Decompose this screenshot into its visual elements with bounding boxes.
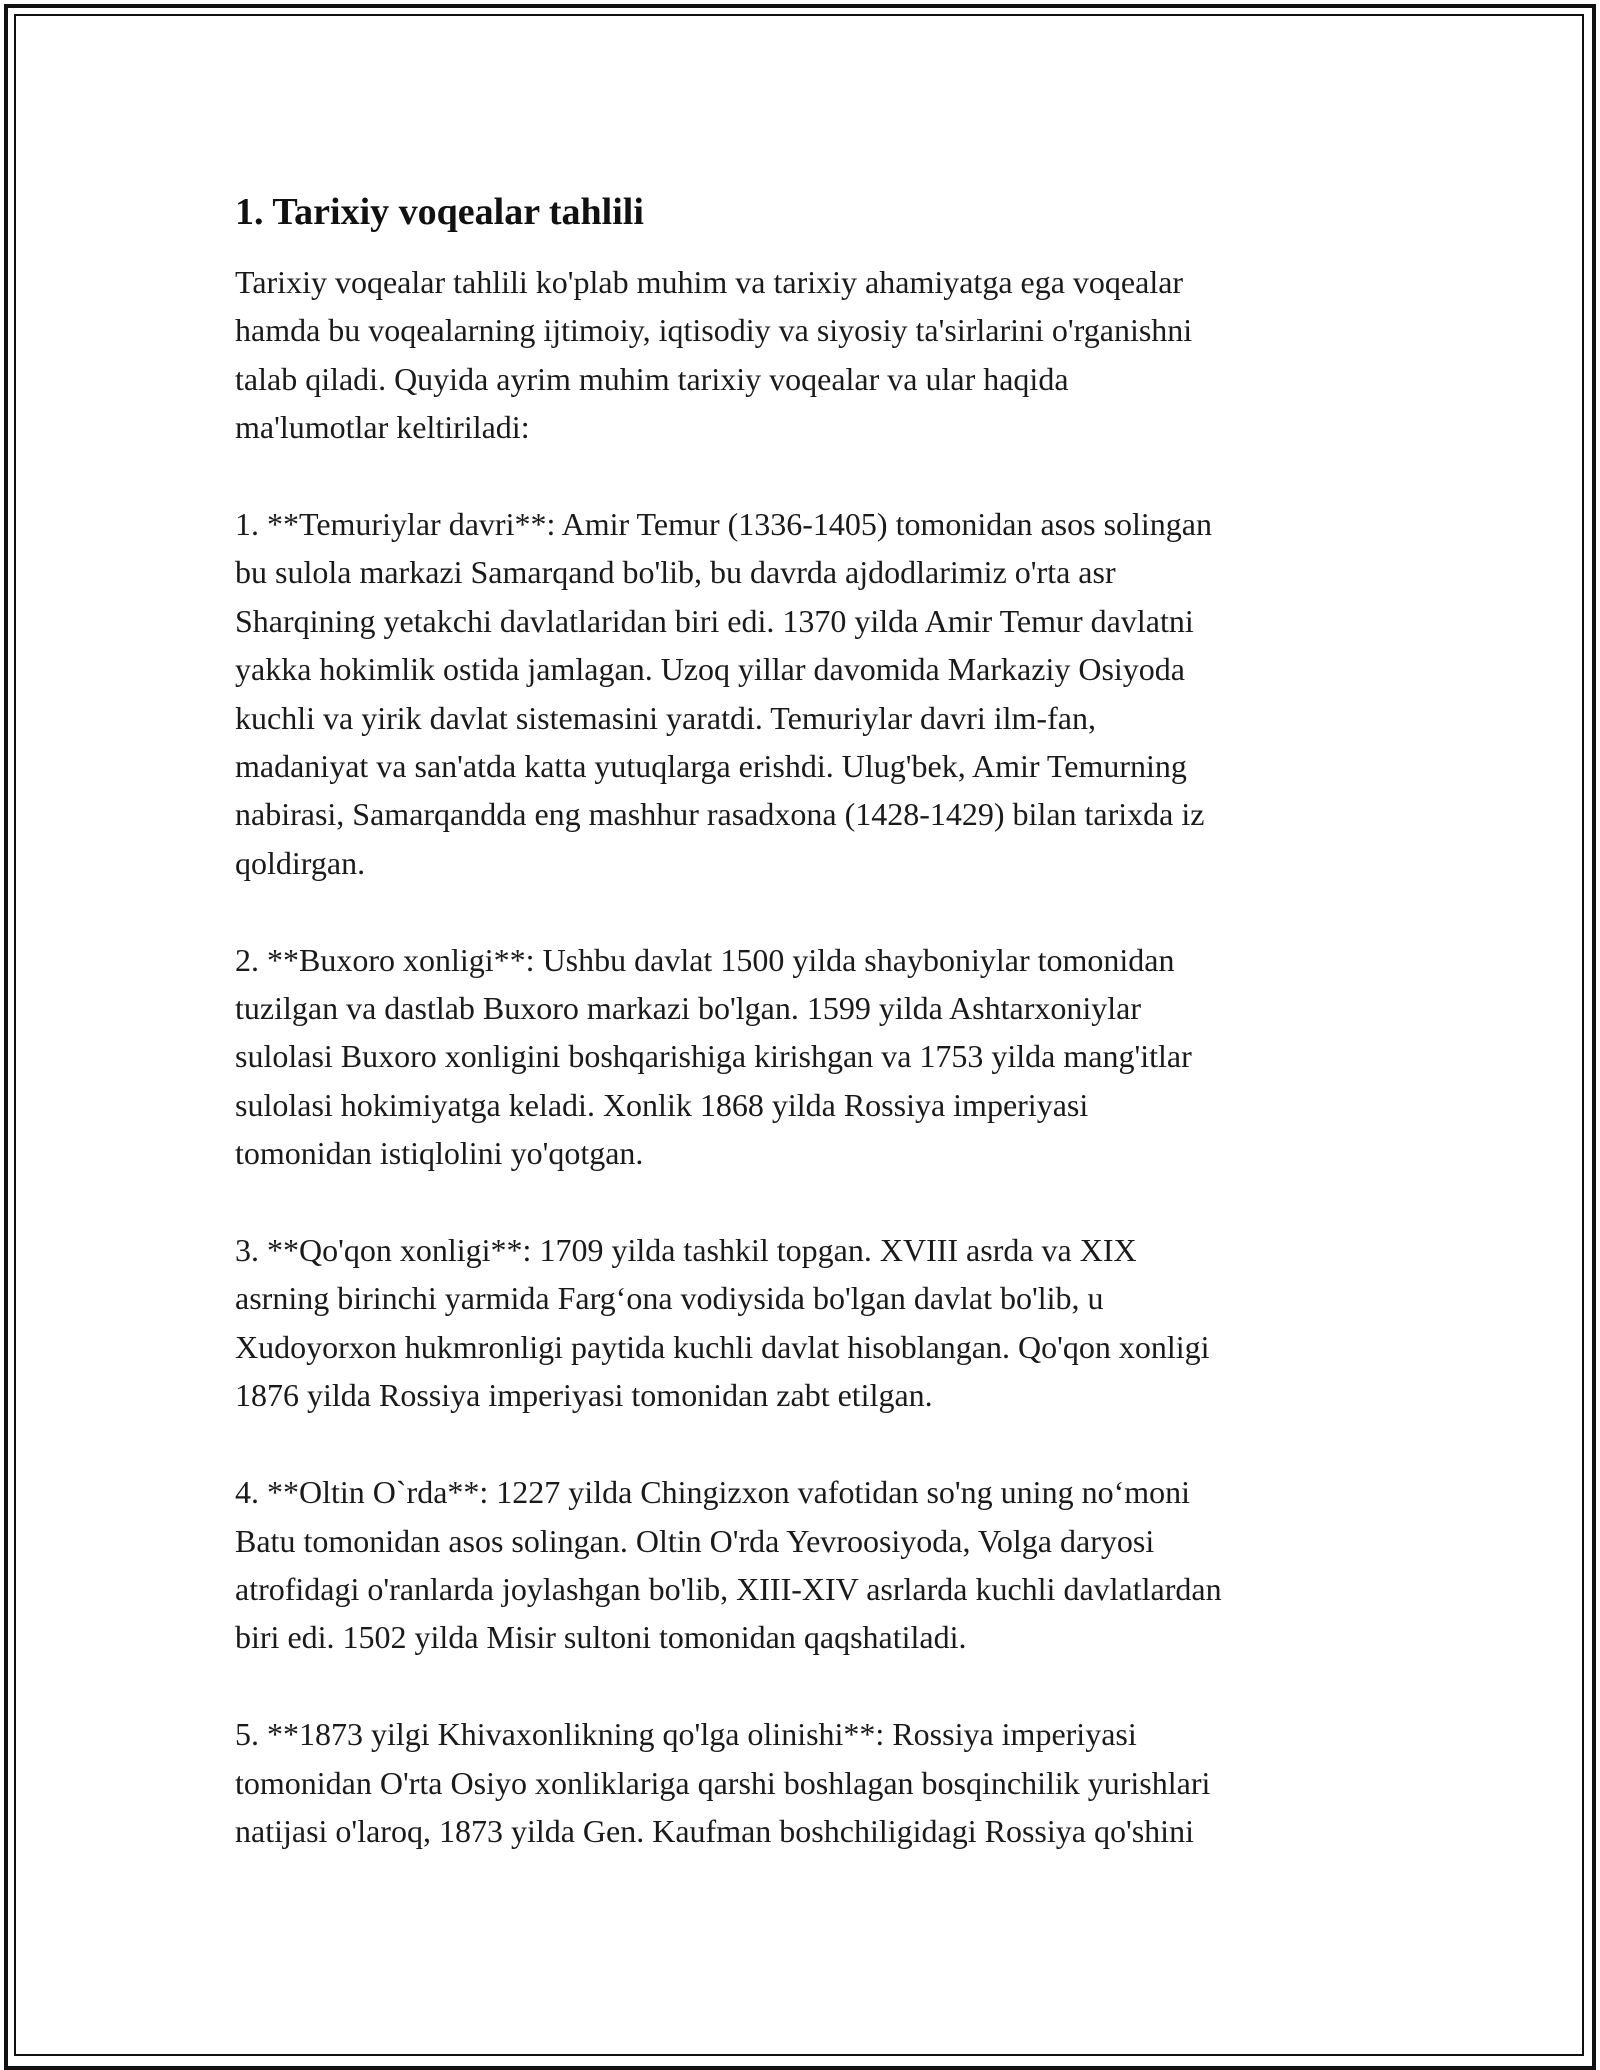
paragraph-line: 1. **Temuriylar davri**: Amir Temur (1336-1405) tomonidan asos solingan [235, 506, 1212, 543]
paragraph-line: tomonidan O'rta Osiyo xonliklariga qarshi boshlagan bosqinchilik yurishlari [235, 1764, 1211, 1801]
paragraph-line: Sharqining yetakchi davlatlaridan biri edi. 1370 yilda Amir Temur davlatni [235, 602, 1194, 639]
list-item-qoqon [235, 1226, 1395, 1420]
section-heading: 1. Tarixiy voqealar tahlili [235, 191, 644, 233]
paragraph-line: kuchli va yirik davlat sistemasini yaratdi. Temuriylar davri ilm-fan, [235, 699, 1096, 736]
paragraph-line: atrofidagi o'ranlarda joylashgan bo'lib, XIII-XIV asrlarda kuchli davlatlardan [235, 1570, 1222, 1607]
list-item-oltin-orda [235, 1468, 1395, 1662]
paragraph-line: talab qiladi. Quyida ayrim muhim tarixiy voqealar va ular haqida [235, 360, 1069, 397]
paragraph-line: 5. **1873 yilgi Khivaxonlikning qo'lga olinishi**: Rossiya imperiyasi [235, 1716, 1137, 1753]
paragraph-line: biri edi. 1502 yilda Misir sultoni tomonidan qaqshatiladi. [235, 1619, 967, 1656]
paragraph-line: bu sulola markazi Samarqand bo'lib, bu davrda ajdodlarimiz o'rta asr [235, 554, 1116, 591]
paragraph-line: qoldirgan. [235, 844, 366, 881]
paragraph-line: natijasi o'laroq, 1873 yilda Gen. Kaufman boshchiligidagi Rossiya qo'shini [235, 1812, 1194, 1849]
paragraph-line: 1876 yilda Rossiya imperiyasi tomonidan zabt etilgan. [235, 1377, 933, 1414]
paragraph-line: tomonidan istiqlolini yo'qotgan. [235, 1135, 644, 1172]
paragraph-line: yakka hokimlik ostida jamlagan. Uzoq yillar davomida Markaziy Osiyoda [235, 651, 1185, 688]
list-item-temuriylar [235, 500, 1395, 887]
paragraph-line: ma'lumotlar keltiriladi: [235, 409, 530, 446]
paragraph-line: asrning birinchi yarmida Farg‘ona vodiysida bo'lgan davlat bo'lib, u [235, 1280, 1104, 1317]
document-body [235, 188, 1395, 1904]
paragraph-line: Xudoyorxon hukmronligi paytida kuchli davlat hisoblangan. Qo'qon xonligi [235, 1328, 1210, 1365]
paragraph-line: hamda bu voqealarning ijtimoiy, iqtisodiy va siyosiy ta'sirlarini o'rganishni [235, 312, 1193, 349]
paragraph-line: sulolasi Buxoro xonligini boshqarishiga kirishgan va 1753 yilda mang'itlar [235, 1038, 1192, 1075]
paragraph-line: sulolasi hokimiyatga keladi. Xonlik 1868 yilda Rossiya imperiyasi [235, 1086, 1089, 1123]
paragraph-line: 3. **Qo'qon xonligi**: 1709 yilda tashkil topgan. XVIII asrda va XIX [235, 1232, 1137, 1269]
paragraph-line: Batu tomonidan asos solingan. Oltin O'rda Yevroosiyoda, Volga daryosi [235, 1522, 1155, 1559]
paragraph-line: madaniyat va san'atda katta yutuqlarga erishdi. Ulug'bek, Amir Temurning [235, 748, 1187, 785]
intro-paragraph [235, 258, 1395, 452]
paragraph-line: Tarixiy voqealar tahlili ko'plab muhim va tarixiy ahamiyatga ega voqealar [235, 264, 1184, 300]
list-item-buxoro [235, 936, 1395, 1178]
paragraph-line: nabirasi, Samarqandda eng mashhur rasadxona (1428-1429) bilan tarixda iz [235, 796, 1205, 833]
paragraph-line: tuzilgan va dastlab Buxoro markazi bo'lgan. 1599 yilda Ashtarxoniylar [235, 990, 1141, 1027]
paragraph-line: 2. **Buxoro xonligi**: Ushbu davlat 1500 yilda shayboniylar tomonidan [235, 941, 1175, 978]
paragraph-line: 4. **Oltin O`rda**: 1227 yilda Chingizxon vafotidan so'ng uning no‘moni [235, 1474, 1190, 1511]
list-item-khiva [235, 1710, 1395, 1855]
